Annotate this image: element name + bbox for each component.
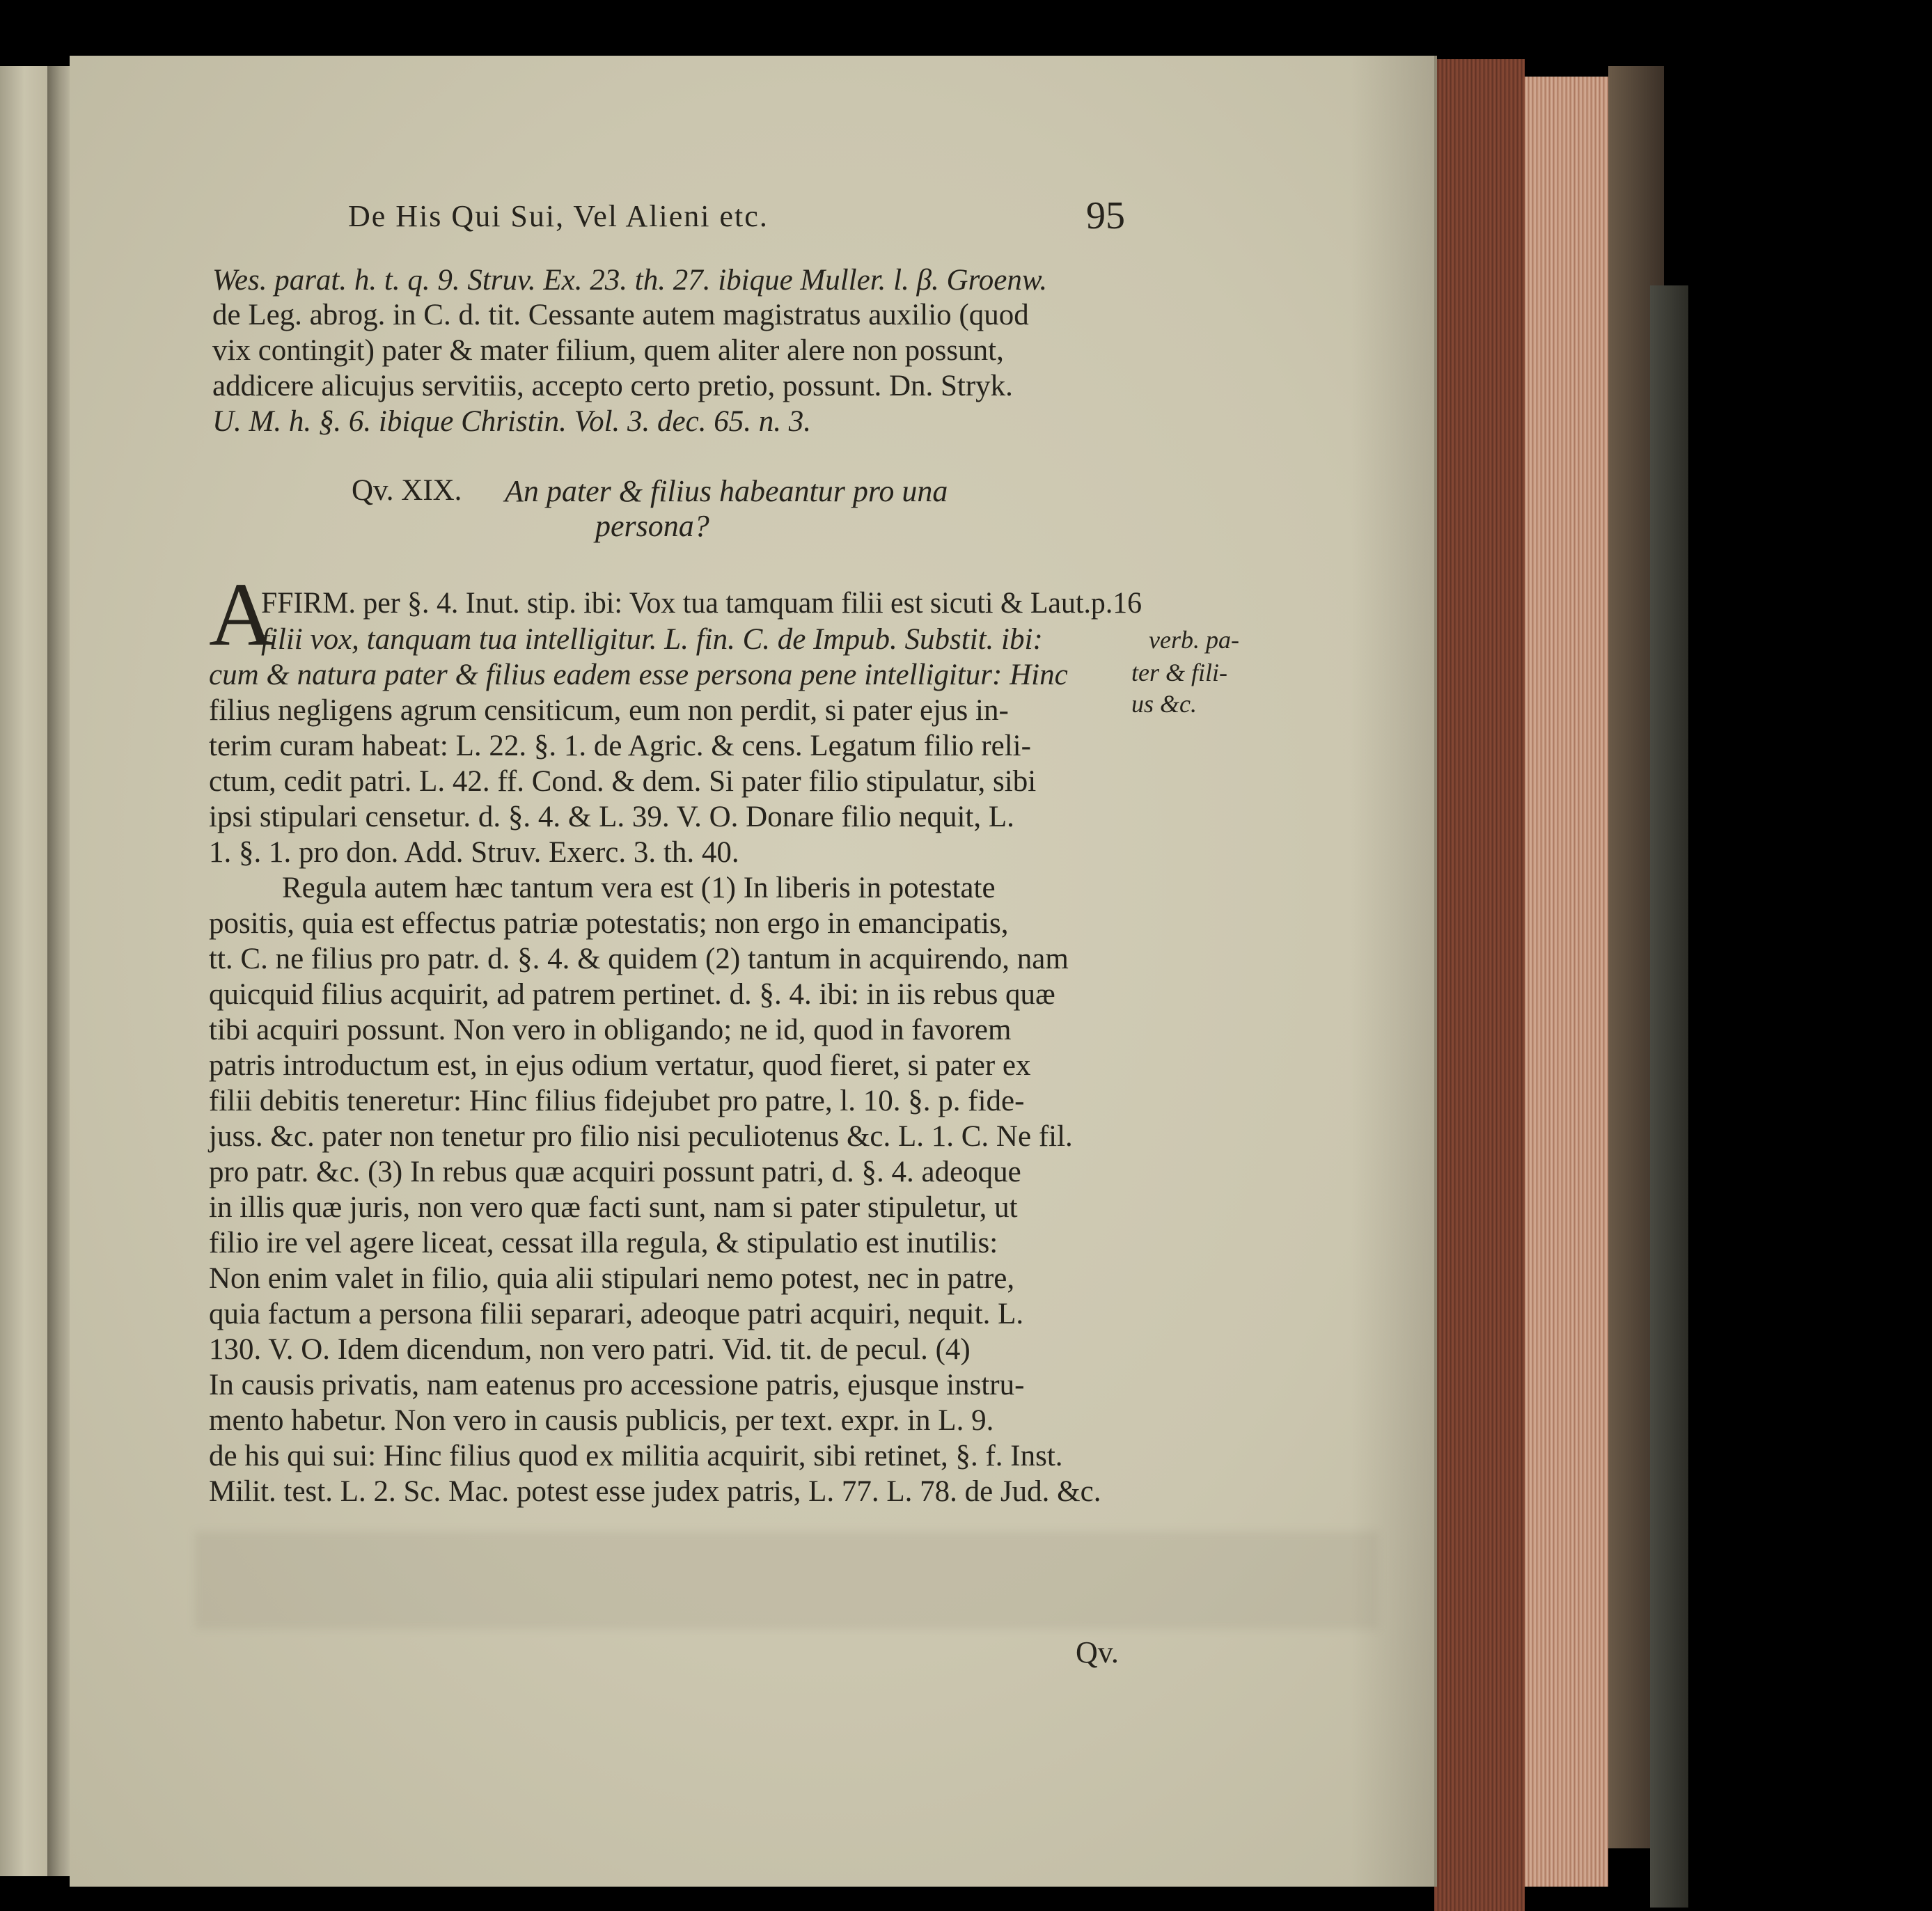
affirm-line-3: cum & natura pater & filius eadem esse persona pene intelligitur: Hinc [209, 659, 1068, 691]
regula-line-3: tt. C. ne filius pro patr. d. §. 4. & quidem (2) tantum in acquirendo, nam [209, 943, 1069, 975]
regula-line-9: pro patr. &c. (3) In rebus quæ acquiri possunt patri, d. §. 4. adeoque [209, 1156, 1021, 1188]
margin-note-line-3: us &c. [1131, 690, 1197, 718]
page-block-dark [1434, 59, 1525, 1911]
margin-note-line-1: verb. pa- [1149, 626, 1239, 654]
show-through [195, 1532, 1379, 1629]
page-block-edges [1525, 77, 1608, 1887]
previous-page-edge [0, 66, 49, 1876]
catchword: Qv. [1076, 1635, 1119, 1669]
regula-line-1: Regula autem hæc tantum vera est (1) In liberis in potestate [282, 872, 996, 904]
regula-line-5: tibi acquiri possunt. Non vero in obligando; ne id, quod in favorem [209, 1014, 1012, 1046]
cover-board [1650, 285, 1688, 1908]
top-line-4: addicere alicujus servitiis, accepto certo pretio, possunt. Dn. Stryk. [212, 370, 1013, 402]
regula-line-2: positis, quia est effectus patriæ potestatis; non ergo in emancipatis, [209, 907, 1009, 940]
regula-line-11: filio ire vel agere liceat, cessat illa regula, & stipulatio est inutilis: [209, 1227, 998, 1259]
affirm-line-7: ipsi stipulari censetur. d. §. 4. & L. 39. V. O. Donare filio nequit, L. [209, 801, 1014, 833]
regula-line-7: filii debitis teneretur: Hinc filius fidejubet pro patre, l. 10. §. p. fide- [209, 1085, 1025, 1117]
running-head: De His Qui Sui, Vel Alieni etc. [348, 199, 769, 233]
affirm-line-6: ctum, cedit patri. L. 42. ff. Cond. & dem. Si pater filio stipulatur, sibi [209, 765, 1037, 798]
question-title-line-1: An pater & filius habeantur pro una [505, 474, 948, 508]
affirm-line-1: FFIRM. per §. 4. Inut. stip. ibi: Vox tua tamquam filii est sicuti & Laut.p.16 [261, 587, 1142, 620]
regula-line-15: In causis privatis, nam eatenus pro accessione patris, ejusque instru- [209, 1369, 1025, 1401]
top-line-2: de Leg. abrog. in C. d. tit. Cessante autem magistratus auxilio (quod [212, 299, 1029, 331]
top-line-3: vix contingit) pater & mater filium, quem aliter alere non possunt, [212, 334, 1004, 367]
regula-line-18: Milit. test. L. 2. Sc. Mac. potest esse judex patris, L. 77. L. 78. de Jud. &c. [209, 1475, 1101, 1508]
regula-line-13: quia factum a persona filii separari, adeoque patri acquiri, nequit. L. [209, 1298, 1024, 1330]
top-line-1: Wes. parat. h. t. q. 9. Struv. Ex. 23. th. 27. ibique Muller. l. β. Groenw. [212, 264, 1048, 297]
regula-line-6: patris introductum est, in ejus odium vertatur, quod fieret, si pater ex [209, 1049, 1031, 1082]
question-title-line-2: persona? [595, 509, 709, 543]
drop-cap: A [209, 565, 274, 665]
regula-line-16: mento habetur. Non vero in causis publicis, per text. expr. in L. 9. [209, 1404, 994, 1437]
regula-line-4: quicquid filius acquirit, ad patrem pertinet. d. §. 4. ibi: in iis rebus quæ [209, 978, 1055, 1011]
regula-line-8: juss. &c. pater non tenetur pro filio nisi peculiotenus &c. L. 1. C. Ne fil. [209, 1120, 1073, 1153]
affirm-line-2: filii vox, tanquam tua intelligitur. L. fin. C. de Impub. Substit. ibi: [261, 623, 1043, 656]
affirm-line-8: 1. §. 1. pro don. Add. Struv. Exerc. 3. th. 40. [209, 836, 739, 869]
margin-note-line-2: ter & fili- [1131, 659, 1227, 686]
page-number: 95 [1086, 194, 1125, 237]
top-line-5: U. M. h. §. 6. ibique Christin. Vol. 3. dec. 65. n. 3. [212, 405, 811, 438]
regula-line-17: de his qui sui: Hinc filius quod ex militia acquirit, sibi retinet, §. f. Inst. [209, 1440, 1063, 1472]
affirm-line-4: filius negligens agrum censiticum, eum non perdit, si pater ejus in- [209, 694, 1009, 727]
regula-line-14: 130. V. O. Idem dicendum, non vero patri. Vid. tit. de pecul. (4) [209, 1333, 971, 1366]
question-label: Qv. XIX. [352, 474, 462, 507]
affirm-line-5: terim curam habeat: L. 22. §. 1. de Agric. & cens. Legatum filio reli- [209, 730, 1031, 762]
regula-line-12: Non enim valet in filio, quia alii stipulari nemo potest, nec in patre, [209, 1262, 1015, 1295]
regula-line-10: in illis quæ juris, non vero quæ facti sunt, nam si pater stipuletur, ut [209, 1191, 1018, 1224]
